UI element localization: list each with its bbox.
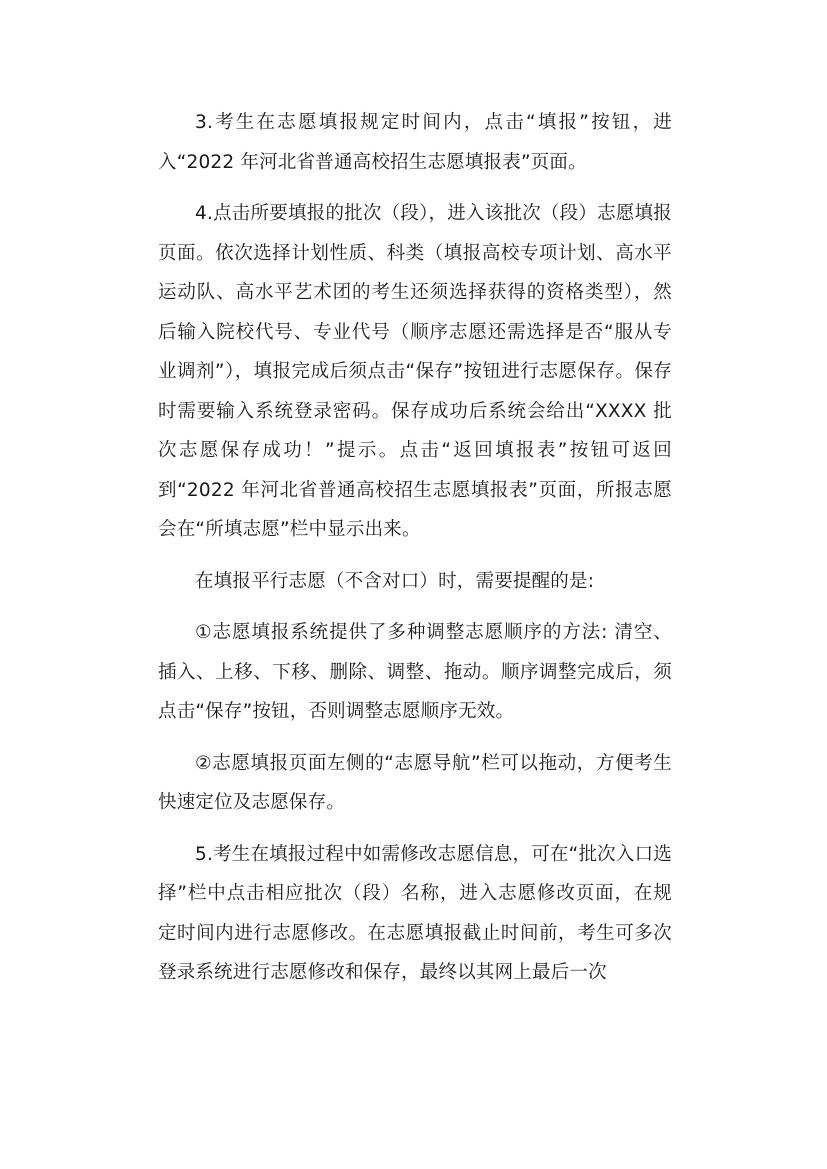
paragraph-step-4: 4.点击所要填报的批次（段），进入该批次（段）志愿填报页面。依次选择计划性质、科类（填报高校专项计划、高水平运动队、高水平艺术团的考生还须选择获得的资格类型），然后输入院校代号、专业代号（顺序志愿还需选择是否“服从专业调剂”），填报完成后须点击“保存”按钮进行志愿保存。保存时需要输入系统登录密码。保存成功后系统会给出“XXXX 批次志愿保存成功！”提示。点击“返回填报表”按钮可返回到“2022 年河北省普通高校招生志愿填报表”页面，所报志愿会在“所填志愿”栏中显示出来。: [158, 203, 672, 540]
paragraph-reminder-intro: 在填报平行志愿（不含对口）时，需要提醒的是:: [195, 570, 595, 592]
paragraph-reminder-1: ①志愿填报系统提供了多种调整志愿顺序的方法: 清空、插入、上移、下移、删除、调整、拖动。顺序调整完成后，须点击“保存”按钮，否则调整志愿顺序无效。: [158, 622, 672, 722]
paragraph-step-3: 3.考生在志愿填报规定时间内，点击“填报”按钮，进入“2022 年河北省普通高校招生志愿填报表”页面。: [158, 112, 672, 173]
paragraph-reminder-2: ②志愿填报页面左侧的“志愿导航”栏可以拖动，方便考生快速定位及志愿保存。: [158, 752, 672, 813]
document-page: [158, 103, 672, 1005]
paragraph-step-5: 5.考生在填报过程中如需修改志愿信息，可在“批次入口选择”栏中点击相应批次（段）名称，进入志愿修改页面，在规定时间内进行志愿修改。在志愿填报截止时间前，考生可多次登录系统进行志愿修改和保存，最终以其网上最后一次: [158, 843, 672, 983]
